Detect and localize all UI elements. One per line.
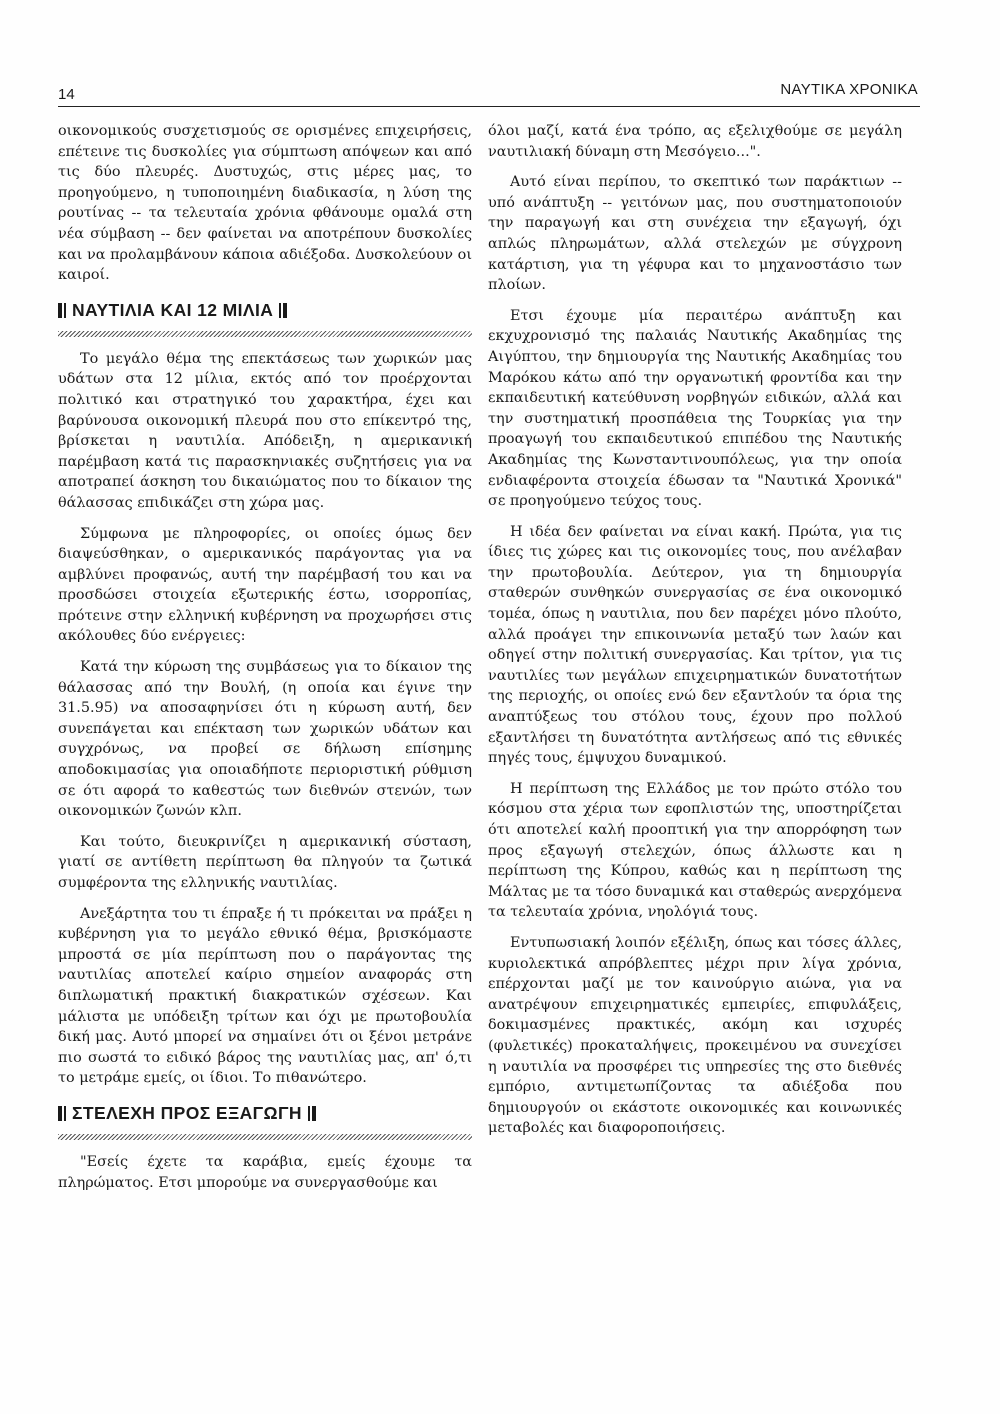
paragraph: όλοι μαζί, κατά ένα τρόπο, ας εξελιχθούμε σε μεγάλη ναυτιλιακή δύναμη στη Μεσόγειο...".	[488, 123, 902, 160]
right-column	[488, 121, 902, 1149]
paragraph: Αυτό είναι περίπου, το σκεπτικό των παράκτιων -- υπό ανάπτυξη -- γειτόνων μας, που συστηματοποιούν την παραγωγή και στη συνέχεια την εξαγωγή, όχι απλώς πληρωμάτων, αλλά στελεχών με σύγχρονη κατάρτιση, για τη γέφυρα και το μηχανοστάσιο των πλοίων.	[488, 174, 902, 294]
paragraph: Σύμφωνα με πληροφορίες, οι οποίες όμως δεν διαψεύσθηκαν, ο αμερικανικός παράγοντας για να αμβλύνει προφανώς, αυτή την παρέμβασή του και να προσδώσει στοιχεία εξωτερικής έστω, ισορροπίας, πρότεινε στην ελληνική κυβέρνηση να προχωρήσει στις ακόλουθες δύο ενέργειες:	[58, 525, 472, 645]
section-heading-text: ΣΤΕΛΕΧΗ ΠΡΟΣ ΕΞΑΓΩΓΗ	[72, 1102, 302, 1123]
zigzag-rule	[58, 1134, 472, 1140]
paragraph: "Εσείς έχετε τα καράβια, εμείς έχουμε τα πληρώματος. Ετσι μπορούμε να συνεργασθούμε και	[58, 1153, 472, 1191]
paragraph: Το μεγάλο θέμα της επεκτάσεως των χωρικών μας υδάτων στα 12 μίλια, εκτός από τον προέρχονται πολιτικό και στρατηγικό του χαρακτήρα, έχει και βαρύνουσα οικονομική πλευρά που στο επίκεντρό της, βρίσκεται η ναυτιλία. Απόδειξη, η αμερικανική παρέμβαση κατά τις παρασκηνιακές συζητήσεις για να αποτραπεί άσκηση του δικαιώματος που το δίκαιον της θάλασσας επιδικάζει στη χώρα μας.	[58, 350, 472, 511]
header-rule	[58, 106, 920, 107]
zigzag-rule	[58, 331, 472, 337]
page-number: 14	[58, 86, 75, 103]
paragraph: Εντυπωσιακή λοιπόν εξέλιξη, όπως και τόσες άλλες, κυριολεκτικά απρόβλεπτες μέχρι πριν λίγα χρόνια, επέρχονται μαζί με τον καινούργιο αιώνα, για να ανατρέψουν επιχειρηματικές εμπειρίες, επιφυλάξεις, δοκιμασμένες πρακτικές, ακόμη και ισχυρές (φυλετικές) προκαταλήψεις, προκειμένου να συνεχίσει η ναυτιλία να προσφέρει τις υπηρεσίες της στο διεθνές εμπόριο, αντιμετωπίζοντας τα αδιέξοδα που δημιουργούν οι εκάστοτε οικονομικές και κοινωνικές μεταβολές και διαφοροποιήσεις.	[488, 934, 902, 1137]
left-column	[58, 121, 472, 1203]
section-heading-text: ΝΑΥΤΙΛΙΑ ΚΑΙ 12 ΜΙΛΙΑ	[72, 299, 274, 320]
paragraph: Η περίπτωση της Ελλάδος με τον πρώτο στόλο του κόσμου στα χέρια των εφοπλιστών της, υποστηρίζεται ότι αποτελεί καλή προοπτική για την απορρόφηση των προς εξαγωγή στελεχών, όπως άλλωστε και η περίπτωση της Κύπρου, καθώς και η περίπτωση της Μάλτας με τα τόσο δυναμικά και σταθερώς ανερχόμενα τα τελευταία χρόνια, νηολόγιά τους.	[488, 780, 902, 921]
paragraph: Και τούτο, διευκρινίζει η αμερικανική σύσταση, γιατί σε αντίθετη περίπτωση θα πληγούν τα ζωτικά συμφέροντα της ελληνικής ναυτιλίας.	[58, 833, 472, 891]
heading-bar-icon	[279, 303, 287, 318]
paragraph: Κατά την κύρωση της συμβάσεως για το δίκαιον της θάλασσας από την Βουλή, (η οποία και έγινε την 31.5.95) να αποσαφηνίσει ότι η κύρωση αυτή, δεν συνεπάγεται και επέκταση των χωρικών υδάτων και συγχρόνως, να προβεί σε δήλωση επίσημης αποδοκιμασίας για οποιαδήποτε περιοριστική ρύθμιση σε ότι αφορά το καθεστώς των διεθνών στενών, των οικονομικών ζωνών κλπ.	[58, 659, 472, 820]
section-heading	[58, 1103, 472, 1124]
running-title: ΝΑΥΤΙΚΑ ΧΡΟΝΙΚΑ	[780, 81, 918, 98]
heading-bar-icon	[58, 1106, 66, 1121]
heading-bar-icon	[308, 1106, 316, 1121]
heading-bar-icon	[58, 303, 66, 318]
intro-paragraph: οικονομικούς συσχετισμούς σε ορισμένες επιχειρήσεις, επέτεινε τις δυσκολίες για σύμπτωση απόψεων και από τις δύο πλευρές. Δυστυχώς, στις μέρες μας, το προηγούμενο, η τυποποιημένη διαδικασία, η λύση της ρουτίνας -- τα τελευταία χρόνια φθάνουμε ομαλά στη νέα σύμβαση -- δεν φαίνεται να αποτρέπουν δυσκολίες και να προλαμβάνουν κάποια αδιέξοδα. Δυσκολεύουν οι καιροί.	[58, 123, 472, 284]
paragraph: Ανεξάρτητα του τι έπραξε ή τι πρόκειται να πράξει η κυβέρνηση για το μεγάλο εθνικό θέμα, βρισκόμαστε μπροστά σε μία περίπτωση που ο παράγοντας της ναυτιλίας αποτελεί καίριο σημείον αναφοράς στη διπλωματική πρακτική διακρατικών σχέσεων. Και μάλιστα με υπόδειξη τρίτων και όχι με πρωτοβουλία δική μας. Αυτό μπορεί να σημαίνει ότι οι ξένοι μετράνε πιο σωστά το ειδικό βάρος της ναυτιλίας μας, απ' ό,τι το μετράμε εμείς, οι ίδιοι. Το πιθανώτερο.	[58, 905, 472, 1087]
section-heading	[58, 300, 472, 321]
paragraph: Ετσι έχουμε μία περαιτέρω ανάπτυξη και εκχυχρονισμό της παλαιάς Ναυτικής Ακαδημίας της Αιγύπτου, την δημιουργία της Ναυτικής Ακαδημίας του Μαρόκου κάτω από την οργανωτική φροντίδα και την εκπαιδευτική κατεύθυνση νορβηγών ειδικών, αλλά και την συστηματική προσπάθεια της Τουρκίας για την προαγωγή του εκπαιδευτικού επιπέδου της Ναυτικής Ακαδημίας της Κωνσταντινουπόλεως, για την οποία ενδιαφέροντα στοιχεία έδωσαν τα "Ναυτικά Χρονικά" σε προηγούμενο τεύχος τους.	[488, 307, 902, 510]
paragraph: Η ιδέα δεν φαίνεται να είναι κακή. Πρώτα, για τις ίδιες τις χώρες και τις οικονομίες τους, που ανέλαβαν την πρωτοβουλία. Δεύτερον, για τη δημιουργία σταθερών συνθηκών συνεργασίας σε ένα οικονομικό τομέα, όπως η ναυτιλια, που δεν παρέχει μόνο πλούτο, αλλά προάγει την επικοινωνία μεταξύ των λαών και οδηγεί στην πολιτική συνεργασίας. Και τρίτον, για τις ναυτιλίες των μεγάλων επιχειρηματικών δυνατοτήτων της περιοχής, οι οποίες ενώ δεν εξαντλούν τα όρια της αναπτύξεως του στόλου τους, έχουν προ πολλού εξαντλήσει τη δυνατότητα αντλήσεως από τις εθνικές πηγές τους, έμψυχου δυναμικού.	[488, 523, 902, 767]
